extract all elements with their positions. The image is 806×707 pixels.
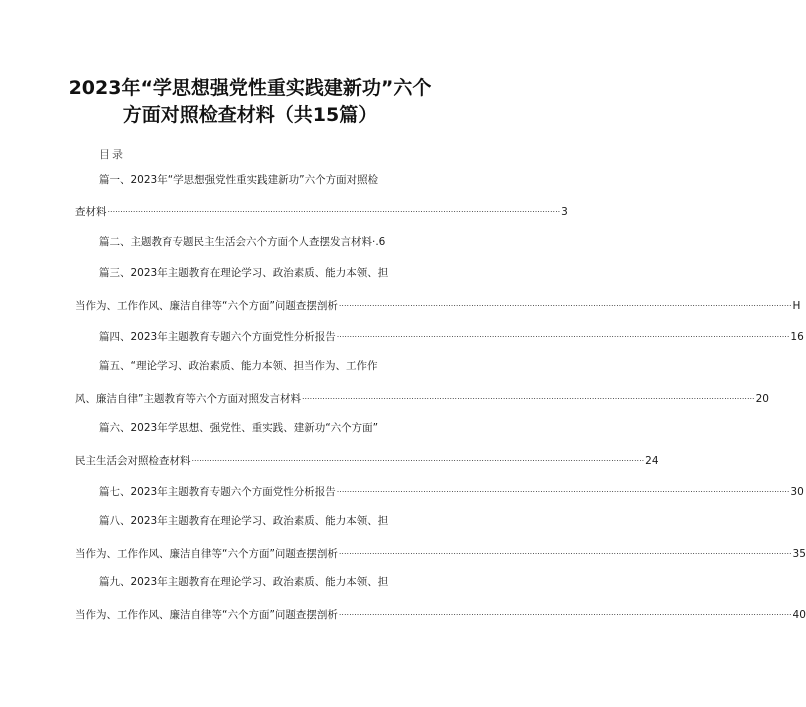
toc-leader-dots: .................................................................................................................................................................................. [336, 330, 790, 339]
toc-entry-6-line-2[interactable] [75, 452, 659, 468]
toc-entry-8-text: 当作为、工作作风、廉洁自律等“六个方面”问题查摆剖析 [75, 548, 338, 560]
toc-entry-1-text: 查材料 [75, 206, 107, 218]
toc-leader-dots: .................................................................................................................................................................................. [336, 485, 790, 494]
toc-entry-7-page: 30 [790, 486, 804, 498]
toc-entry-5-line-2[interactable] [75, 390, 769, 406]
toc-entry-1-line-2[interactable] [75, 203, 568, 219]
toc-entry-5-line-1[interactable]: 篇五、“理论学习、政治素质、能力本领、担当作为、工作作 [99, 360, 378, 372]
toc-entry-1-line-1[interactable]: 篇一、2023年“学思想强党性重实践建新功”六个方面对照检 [99, 174, 379, 186]
toc-entry-9-text: 当作为、工作作风、廉洁自律等“六个方面”问题查摆剖析 [75, 609, 338, 621]
toc-entry-8-line-2[interactable] [75, 545, 806, 561]
toc-entry-9-line-1[interactable]: 篇九、2023年主题教育在理论学习、政治素质、能力本领、担 [99, 576, 389, 588]
toc-entry-8-page: 35 [792, 548, 806, 560]
toc-entry-5-text: 风、廉洁自律”主题教育等六个方面对照发言材料 [75, 393, 301, 405]
toc-entry-7-text: 篇七、2023年主题教育专题六个方面党性分析报告 [99, 486, 336, 498]
toc-leader-dots: .................................................................................................................................................................................. [338, 608, 792, 617]
toc-entry-9-page: 40 [792, 609, 806, 621]
toc-leader-dots: .................................................................................................................................................................................. [107, 205, 561, 214]
toc-entry-6-text: 民主生活会对照检查材料 [75, 455, 191, 467]
toc-leader-dots: .................................................................................................................................................................................. [338, 299, 792, 308]
toc-leader-dots: .................................................................................................................................................................................. [191, 454, 645, 463]
toc-entry-3-line-2[interactable] [75, 297, 801, 313]
toc-entry-3-line-1[interactable]: 篇三、2023年主题教育在理论学习、政治素质、能力本领、担 [99, 267, 389, 279]
document-title-line-1: 2023年“学思想强党性重实践建新功”六个 [68, 77, 432, 99]
toc-entry-6-line-1[interactable]: 篇六、2023年学思想、强党性、重实践、建新功“六个方面” [99, 422, 379, 434]
toc-entry-6-page: 24 [645, 455, 659, 467]
toc-entry-8-line-1[interactable]: 篇八、2023年主题教育在理论学习、政治素质、能力本领、担 [99, 515, 389, 527]
toc-entry-3-page: H [792, 300, 801, 312]
toc-entry-7[interactable] [99, 483, 804, 499]
toc-entry-5-page: 20 [755, 393, 769, 405]
toc-entry-4-text: 篇四、2023年主题教育专题六个方面党性分析报告 [99, 331, 336, 343]
toc-leader-dots: .................................................................................................................................................................................. [301, 392, 755, 401]
toc-entry-9-line-2[interactable] [75, 606, 806, 622]
toc-entry-3-text: 当作为、工作作风、廉洁自律等“六个方面”问题查摆剖析 [75, 300, 338, 312]
toc-entry-2[interactable]: 篇二、主题教育专题民主生活会六个方面个人查摆发言材料·.6 [99, 236, 386, 248]
document-title-line-2: 方面对照检查材料（共15篇） [122, 104, 378, 126]
toc-leader-dots: .................................................................................................................................................................................. [338, 547, 792, 556]
toc-heading: 目录 [99, 148, 125, 161]
toc-entry-4-page: 16 [790, 331, 804, 343]
toc-entry-4[interactable] [99, 328, 804, 344]
toc-entry-1-page: 3 [561, 206, 568, 218]
